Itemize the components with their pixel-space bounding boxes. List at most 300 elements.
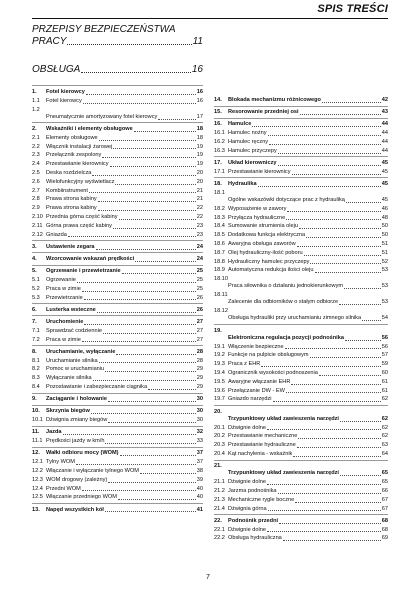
- toc-dot-leader: [108, 482, 196, 483]
- toc-dot-leader: [116, 354, 195, 355]
- toc-dot-leader: [86, 94, 196, 95]
- toc-subsection-entry: [32, 187, 203, 196]
- toc-entry-title: Praca w zimie: [46, 285, 81, 292]
- toc-dot-leader: [344, 288, 381, 289]
- toc-entry-page: 62: [381, 415, 388, 422]
- toc-entry-number: 12.3: [32, 476, 43, 483]
- toc-dot-leader: [339, 304, 381, 305]
- toc-entry-title: Uruchamianie silnika: [46, 357, 98, 364]
- toc-entry-number: 17.1: [214, 168, 225, 175]
- toc-entry-number: 20.: [214, 408, 222, 415]
- toc-subsection-entry: [32, 458, 203, 467]
- toc-entry-number: 14.: [214, 97, 222, 103]
- toc-entry-title: Kombiinstrument: [46, 187, 88, 194]
- toc-entry-body: [228, 432, 388, 441]
- toc-entry-number: 8.: [32, 348, 37, 355]
- toc-dot-leader: [97, 312, 196, 313]
- toc-subsection-entry: [214, 231, 388, 240]
- toc-dot-leader: [268, 135, 381, 136]
- toc-dot-leader: [119, 219, 196, 220]
- toc-entry-number: 12.5: [32, 494, 43, 501]
- toc-separator: [32, 240, 203, 241]
- toc-entry-page: 18: [196, 126, 203, 132]
- toc-separator: [32, 252, 203, 253]
- toc-entry-title: Fotel kierowcy: [46, 89, 85, 95]
- toc-entry-body: [228, 450, 388, 459]
- toc-subsection-entry: [32, 285, 203, 294]
- toc-subsection-entry: [214, 138, 388, 147]
- toc-entry-body: [228, 291, 388, 307]
- toc-entry-number: 21.3: [214, 496, 225, 503]
- toc-entry-title: Praca z EHR: [228, 361, 261, 368]
- toc-entry-number: 19.2: [214, 352, 225, 359]
- toc-entry-title: Przewietrzanie: [46, 294, 83, 301]
- toc-dot-leader: [273, 401, 381, 402]
- toc-entry-title: Włącznik instalacji żarowej: [46, 143, 113, 150]
- toc-subsection-entry: [214, 343, 388, 352]
- toc-subsection-entry: [214, 496, 388, 505]
- toc-entry-page: 68: [381, 526, 388, 533]
- toc-section-entry: [32, 348, 203, 357]
- toc-entry-number: 21.2: [214, 488, 225, 494]
- toc-entry-title: Fotel kierowcy: [46, 97, 82, 104]
- toc-entry-body: [46, 365, 203, 374]
- toc-entry-page: 27: [196, 319, 203, 325]
- toc-subsection-entry: [214, 351, 388, 360]
- toc-entry-body: [46, 160, 203, 169]
- toc-section-entry: [214, 96, 388, 105]
- toc-entry-title: Przełączanie DW - EW: [228, 387, 285, 394]
- toc-dot-leader: [98, 210, 196, 211]
- toc-entry-title: Zalecenie dla odbiorników o stałym odbiorze: [228, 299, 339, 306]
- toc-separator: [32, 303, 203, 304]
- toc-entry-page: 59: [381, 361, 388, 368]
- toc-entry-page: 30: [196, 408, 203, 415]
- toc-subsection-entry: [214, 534, 388, 543]
- toc-subsection-entry: [32, 493, 203, 502]
- toc-entry-body: [228, 327, 388, 343]
- toc-entry-title: Olej hydrauliczny-ilość poboru: [228, 249, 303, 256]
- toc-entry-body: [228, 266, 388, 275]
- toc-entry-number: 2.9: [32, 205, 40, 212]
- toc-entry-page: 28: [196, 357, 203, 364]
- toc-subsection-entry: [214, 258, 388, 267]
- toc-entry-body: [46, 276, 203, 285]
- toc-section-entry: [32, 255, 203, 264]
- toc-dot-leader: [98, 201, 196, 202]
- toc-entry-number: 2.6: [32, 178, 40, 185]
- toc-entry-body: [228, 147, 388, 156]
- toc-separator: [214, 156, 388, 157]
- toc-entry-number: 12.4: [32, 485, 43, 492]
- toc-entry-title: Jarzma podnośnika: [228, 488, 277, 494]
- toc-entry-body: [46, 204, 203, 213]
- toc-entry-page: 33: [196, 438, 203, 445]
- toc-major-heading-page: 11: [192, 36, 203, 47]
- toc-dot-leader: [300, 114, 381, 115]
- toc-entry-body: [46, 383, 203, 392]
- toc-dot-leader: [158, 119, 195, 120]
- toc-entry-title: Dźwignia zmiany biegów: [46, 417, 108, 424]
- toc-entry-page: 45: [381, 197, 388, 203]
- toc-entry-page: 26: [196, 294, 203, 301]
- toc-entry-body: [228, 487, 388, 496]
- toc-dot-leader: [298, 438, 380, 439]
- toc-entry-number: 20.1: [214, 424, 225, 431]
- toc-entry-page: 22: [196, 205, 203, 212]
- toc-entry-number: 1.1: [32, 97, 40, 104]
- toc-dot-leader: [82, 490, 196, 491]
- toc-separator: [214, 514, 388, 515]
- toc-entry-page: 51: [381, 241, 388, 247]
- toc-entry-body: [46, 195, 203, 204]
- toc-entry-title: Hamulec ręczny: [228, 139, 269, 145]
- toc-major-heading-title: OBSŁUGA: [32, 64, 81, 75]
- toc-entry-number: 2.1: [32, 134, 40, 141]
- toc-entry-title: Uruchamianie, wyłączanie: [46, 348, 116, 355]
- toc-separator: [32, 85, 203, 86]
- toc-dot-leader: [292, 174, 381, 175]
- toc-entry-title: Uruchomienie: [46, 319, 84, 325]
- toc-dot-leader: [67, 44, 191, 45]
- toc-entry-number: 11.1: [32, 438, 43, 445]
- toc-subsection-entry: [214, 275, 388, 291]
- toc-separator: [32, 447, 203, 448]
- toc-entry-body: [46, 187, 203, 196]
- toc-entry-body: [228, 534, 388, 543]
- toc-dot-leader: [283, 540, 381, 541]
- toc-subsection-entry: [214, 526, 388, 535]
- toc-entry-page: 24: [196, 256, 203, 262]
- toc-entry-body: [46, 88, 203, 97]
- toc-entry-title: Wielofunkcyjny wyświetlacz: [46, 178, 115, 185]
- toc-entry-body: [46, 327, 203, 336]
- toc-separator: [32, 122, 203, 123]
- toc-entry-number: 19.1: [214, 343, 225, 350]
- toc-entry-page: 40: [196, 485, 203, 492]
- toc-entry-page: 30: [196, 396, 203, 403]
- toc-entry-title: Zaciąganie i holowanie: [46, 396, 107, 403]
- toc-entry-title: Hydraulika: [228, 181, 257, 187]
- toc-entry-title: Hydrauliczny hamulec przyczepy: [228, 258, 310, 265]
- toc-entry-title: Napęd wszystkich kół: [46, 506, 104, 513]
- toc-subsection-entry: [32, 195, 203, 204]
- toc-dot-leader: [91, 413, 196, 414]
- toc-entry-body: [46, 178, 203, 187]
- toc-entry-title: Ogrzewanie: [46, 277, 76, 283]
- toc-section-entry: [214, 120, 388, 129]
- toc-entry-title: Przedni WOM: [46, 485, 81, 492]
- toc-entry-page: 44: [381, 130, 388, 137]
- toc-entry-title: Automatyczna redukcja ilości oleju: [228, 267, 314, 274]
- toc-entry-page: 50: [381, 223, 388, 230]
- toc-entry-page: 37: [196, 450, 203, 457]
- toc-subsection-entry: [32, 476, 203, 485]
- toc-entry-title: Praca siłownika o działaniu jednokierunkowym: [228, 283, 344, 290]
- toc-entry-title: Układ kierowniczy: [228, 160, 277, 166]
- toc-entry-title: Praca w zimie: [46, 336, 81, 343]
- toc-entry-number: 7.2: [32, 336, 40, 343]
- toc-entry-number: 8.4: [32, 384, 40, 390]
- toc-section-entry: [32, 243, 203, 252]
- toc-entry-body: [228, 462, 388, 478]
- toc-dot-leader: [82, 291, 196, 292]
- toc-entry-title: Przestawianie kierownicy: [228, 168, 291, 175]
- toc-entry-body: [46, 255, 203, 264]
- toc-major-heading-line1: [32, 24, 203, 36]
- toc-dot-leader: [113, 148, 196, 149]
- toc-entry-number: 12.2: [32, 468, 43, 474]
- toc-entry-body: [46, 143, 203, 152]
- toc-subsection-entry: [32, 231, 203, 240]
- toc-entry-page: 37: [196, 459, 203, 466]
- toc-entry-number: 19.7: [214, 396, 225, 403]
- toc-separator: [214, 405, 388, 406]
- toc-entry-number: 18.12: [214, 308, 228, 315]
- toc-entry-title: Pozostawianie i zabezpieczanie ciągnika: [46, 384, 148, 390]
- toc-dot-leader: [83, 103, 196, 104]
- toc-subsection-entry: [214, 147, 388, 156]
- toc-entry-page: 41: [196, 506, 203, 513]
- toc-entry-body: [46, 106, 203, 122]
- toc-subsection-entry: [214, 360, 388, 369]
- toc-entry-number: 18.7: [214, 249, 225, 256]
- toc-entry-page: 62: [381, 396, 388, 403]
- toc-entry-page: 66: [381, 488, 388, 494]
- toc-entry-title: Wzorcowanie wskazań prędkości: [46, 256, 135, 262]
- toc-entry-page: 50: [381, 232, 388, 239]
- toc-entry-page: 27: [196, 327, 203, 334]
- toc-entry-number: 2.2: [32, 143, 40, 150]
- toc-dot-leader: [105, 443, 195, 444]
- toc-subsection-entry: [32, 151, 203, 160]
- toc-entry-title: Wałki odbioru mocy (WOM): [46, 450, 119, 457]
- toc-entry-number: 22.1: [214, 526, 225, 533]
- toc-entry-page: 68: [381, 517, 388, 524]
- toc-subsection-entry: [214, 450, 388, 459]
- toc-entry-page: 27: [196, 336, 203, 343]
- toc-dot-leader: [108, 422, 196, 423]
- toc-entry-title: Dźwignie dolne: [228, 479, 266, 486]
- toc-entry-title: Tylny WOM: [46, 459, 75, 466]
- toc-entry-number: 5.3: [32, 294, 40, 301]
- toc-dot-leader: [140, 473, 196, 474]
- toc-entry-body: [228, 505, 388, 514]
- toc-entry-title: Prędkości jazdy w km/h: [46, 438, 105, 445]
- toc-dot-leader: [267, 484, 381, 485]
- toc-entry-title: Przestawianie hydrauliczne: [228, 442, 296, 449]
- toc-dot-leader: [362, 320, 381, 321]
- toc-subsection-entry: [214, 240, 388, 249]
- toc-entry-title: Hamulec przyczepy: [228, 147, 277, 154]
- toc-dot-leader: [103, 333, 196, 334]
- toc-entry-number: 8.1: [32, 357, 40, 364]
- toc-entry-body: [46, 294, 203, 303]
- toc-entry-title: Ogólne wskazówki dotyczące prac z hydrauliką: [228, 197, 345, 203]
- toc-dot-leader: [304, 255, 381, 256]
- toc-major-heading-line2: [32, 36, 203, 48]
- toc-entry-page: 63: [381, 442, 388, 449]
- toc-entry-page: 28: [196, 348, 203, 355]
- toc-dot-leader: [108, 401, 196, 402]
- toc-entry-number: 2.5: [32, 170, 40, 176]
- toc-entry-body: [228, 526, 388, 535]
- toc-entry-body: [46, 151, 203, 160]
- toc-entry-body: [46, 407, 203, 416]
- toc-subsection-entry: [32, 365, 203, 374]
- toc-entry-number: 18.11: [214, 292, 228, 299]
- toc-entry-body: [46, 243, 203, 252]
- toc-entry-body: [228, 258, 388, 267]
- toc-dot-leader: [285, 348, 381, 349]
- toc-entry-title: Pomoc w uruchamianiu: [46, 366, 105, 373]
- toc-entry-body: [46, 395, 203, 404]
- toc-entry-title: Elementy obsługowe: [46, 134, 98, 141]
- toc-entry-page: 60: [381, 370, 388, 376]
- toc-entry-body: [46, 267, 203, 276]
- toc-major-heading-title-cont: PRACY: [32, 36, 67, 47]
- toc-entry-title: Awaryjna obsługa zaworów: [228, 241, 296, 247]
- toc-entry-title: Dodatkowa funkcja elektryczna: [228, 232, 306, 239]
- toc-entry-body: [228, 517, 388, 526]
- toc-entry-number: 2.8: [32, 196, 40, 203]
- toc-entry-page: 52: [381, 258, 388, 265]
- toc-dot-leader: [267, 531, 381, 532]
- toc-separator: [32, 265, 203, 266]
- toc-entry-page: 19: [196, 161, 203, 168]
- toc-entry-body: [46, 231, 203, 240]
- toc-entry-title: Górna prawa część kabiny: [46, 222, 112, 229]
- toc-subsection-entry: [32, 336, 203, 345]
- toc-subsection-entry: [32, 276, 203, 285]
- toc-entry-page: 26: [196, 306, 203, 313]
- toc-subsection-entry: [32, 416, 203, 425]
- toc-separator: [214, 324, 388, 325]
- toc-entry-body: [46, 449, 203, 458]
- toc-entry-number: 16.1: [214, 130, 225, 137]
- toc-entry-title: Awaryjne włączanie EHR: [228, 378, 291, 385]
- toc-entry-page: 64: [381, 451, 388, 457]
- toc-entry-body: [46, 213, 203, 222]
- toc-dot-leader: [92, 175, 195, 176]
- toc-section-entry: [32, 407, 203, 416]
- toc-major-heading-page: 16: [191, 64, 203, 75]
- toc-entry-body: [228, 249, 388, 258]
- toc-entry-body: [228, 108, 388, 117]
- toc-section-entry: [214, 180, 388, 189]
- toc-entry-body: [46, 437, 203, 446]
- toc-separator: [32, 503, 203, 504]
- toc-subsection-entry: [32, 467, 203, 476]
- toc-dot-leader: [76, 464, 196, 465]
- toc-entry-body: [228, 408, 388, 424]
- toc-entry-body: [46, 506, 203, 515]
- toc-subsection-entry: [32, 134, 203, 143]
- toc-entry-number: 12.1: [32, 459, 43, 466]
- toc-entry-title: Kąt nachylenia - wskaźnik: [228, 451, 293, 457]
- toc-entry-number: 18.5: [214, 232, 225, 239]
- toc-subsection-entry: [214, 222, 388, 231]
- toc-entry-number: 18.2: [214, 205, 225, 212]
- toc-subsection-entry: [32, 327, 203, 336]
- toc-dot-leader: [135, 261, 195, 262]
- toc-dot-leader: [297, 246, 381, 247]
- toc-section-entry: [32, 267, 203, 276]
- toc-entry-number: 19.: [214, 327, 222, 334]
- toc-entry-body: [228, 180, 388, 189]
- toc-dot-leader: [89, 192, 196, 193]
- toc-entry-number: 18.10: [214, 276, 228, 283]
- toc-dot-leader: [93, 380, 196, 381]
- toc-dot-leader: [345, 340, 381, 341]
- toc-entry-number: 8.2: [32, 366, 40, 373]
- toc-entry-page: 44: [381, 147, 388, 154]
- toc-entry-page: 61: [381, 378, 388, 385]
- toc-separator: [32, 315, 203, 316]
- toc-entry-page: 18: [196, 134, 203, 141]
- toc-entry-number: 2.12: [32, 231, 43, 238]
- toc-entry-number: 3.: [32, 243, 37, 250]
- toc-entry-page: 67: [381, 505, 388, 512]
- toc-entry-number: 22.2: [214, 535, 225, 542]
- toc-entry-number: 2.4: [32, 161, 40, 168]
- page-header: [32, 4, 388, 19]
- toc-entry-body: [228, 441, 388, 450]
- toc-entry-page: 53: [381, 283, 388, 290]
- toc-entry-title: Włączanie przedniego WOM: [46, 494, 117, 501]
- toc-entry-number: 5.2: [32, 285, 40, 292]
- toc-dot-leader: [299, 228, 381, 229]
- toc-dot-leader: [340, 475, 381, 476]
- toc-dot-leader: [134, 131, 196, 132]
- toc-entry-body: [228, 387, 388, 396]
- toc-entry-body: [46, 467, 203, 476]
- toc-dot-leader: [261, 366, 380, 367]
- toc-section-entry: [214, 159, 388, 168]
- toc-dot-leader: [102, 157, 195, 158]
- toc-entry-title: Jazda: [46, 429, 62, 436]
- toc-entry-page: 44: [381, 139, 388, 145]
- toc-entry-number: 16.: [214, 121, 222, 128]
- toc-subsection-entry: [32, 204, 203, 213]
- toc-entry-body: [228, 478, 388, 487]
- toc-section-entry: [214, 108, 388, 117]
- toc-entry-title: Hamulce: [228, 121, 252, 128]
- toc-separator: [32, 345, 203, 346]
- toc-entry-title: Przestawianie mechaniczne: [228, 433, 298, 440]
- toc-entry-page: 42: [381, 97, 388, 103]
- toc-entry-title: Włączanie i wyłączanie tylnego WOM: [46, 468, 139, 474]
- toc-entry-body: [228, 369, 388, 378]
- toc-subsection-entry: [32, 143, 203, 152]
- toc-dot-leader: [310, 357, 381, 358]
- toc-major-heading: [32, 64, 203, 76]
- toc-entry-title: Przełącznik zespolony: [46, 152, 102, 159]
- toc-entry-page: 19: [196, 152, 203, 159]
- toc-dot-leader: [105, 371, 196, 372]
- toc-entry-page: 39: [196, 476, 203, 483]
- toc-entry-number: 17.: [214, 160, 222, 166]
- toc-entry-title: Gniazdo narzędzi: [228, 396, 272, 403]
- toc-entry-number: 20.3: [214, 442, 225, 449]
- toc-entry-number: 11.: [32, 429, 40, 436]
- toc-dot-leader: [99, 140, 196, 141]
- toc-entry-body: [228, 189, 388, 205]
- toc-entry-page: 45: [381, 181, 388, 187]
- toc-entry-body: [228, 343, 388, 352]
- toc-subsection-entry: [214, 378, 388, 387]
- toc-subsection-entry: [214, 214, 388, 223]
